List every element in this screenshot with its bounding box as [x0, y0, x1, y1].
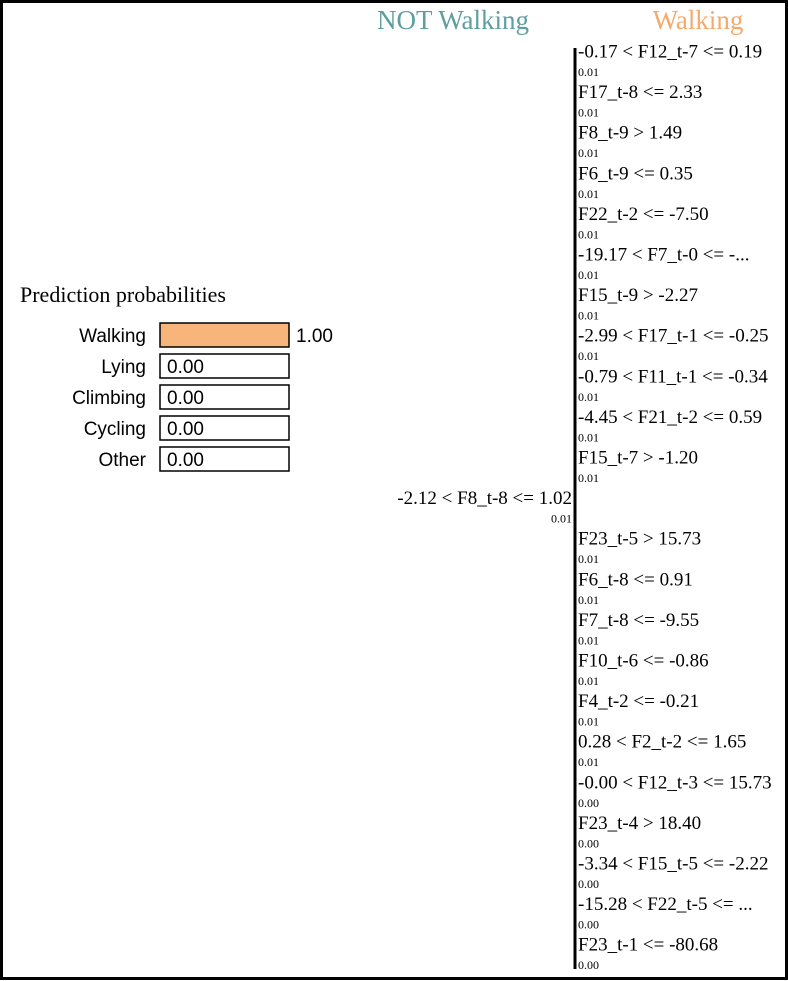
- feature-label: -15.28 < F22_t-5 <= ...: [578, 894, 753, 916]
- feature-weight: 0.01: [578, 65, 599, 79]
- feature-label: -3.34 < F15_t-5 <= -2.22: [578, 853, 769, 875]
- probability-value: 1.00: [296, 326, 333, 347]
- feature-weight: 0.01: [578, 146, 599, 161]
- probability-value: 0.00: [167, 357, 204, 378]
- feature-weight: 0.00: [578, 795, 599, 810]
- feature-label: -19.17 < F7_t-0 <= -...: [578, 244, 750, 266]
- probability-label: Lying: [101, 357, 146, 378]
- feature-weight: 0.01: [578, 633, 599, 648]
- feature-label: 0.28 < F2_t-2 <= 1.65: [578, 731, 747, 753]
- feature-label: -0.00 < F12_t-3 <= 15.73: [578, 772, 772, 794]
- feature-weight: 0.00: [578, 877, 599, 891]
- feature-weight: 0.01: [578, 592, 599, 607]
- feature-label: F15_t-7 > -1.20: [578, 447, 698, 469]
- feature-weight: 0.01: [578, 268, 599, 282]
- prediction-probabilities-bars: [72, 323, 333, 471]
- feature-label: F7_t-8 <= -9.55: [578, 609, 700, 631]
- feature-weight: 0.01: [578, 186, 599, 201]
- feature-weight: 0.01: [578, 389, 599, 404]
- feature-weight: 0.01: [578, 674, 599, 688]
- feature-label: F6_t-8 <= 0.91: [578, 569, 693, 591]
- feature-label: F23_t-1 <= -80.68: [578, 934, 719, 956]
- feature-weight: 0.00: [578, 836, 599, 851]
- feature-weight: 0.01: [578, 308, 599, 323]
- probability-bar: [160, 323, 289, 347]
- feature-label: F23_t-4 > 18.40: [578, 812, 702, 834]
- feature-weight: 0.01: [578, 755, 599, 770]
- feature-label: F17_t-8 <= 2.33: [578, 82, 703, 104]
- feature-weight: 0.00: [578, 917, 599, 932]
- feature-label: -0.79 < F11_t-1 <= -0.34: [578, 366, 768, 388]
- feature-weight: 0.01: [551, 511, 572, 526]
- feature-weight: 0.01: [578, 552, 599, 567]
- probability-value: 0.00: [167, 450, 204, 471]
- probability-label: Other: [98, 450, 146, 471]
- feature-weights: [397, 42, 771, 973]
- feature-label: -0.17 < F12_t-7 <= 0.19: [578, 41, 763, 63]
- feature-label: -2.99 < F17_t-1 <= -0.25: [578, 325, 769, 347]
- feature-label: F23_t-5 > 15.73: [578, 528, 702, 550]
- feature-label: F4_t-2 <= -0.21: [578, 691, 700, 713]
- feature-label: F6_t-9 <= 0.35: [578, 163, 693, 185]
- feature-weight: 0.01: [578, 471, 599, 485]
- probability-label: Cycling: [83, 419, 146, 440]
- negative-class-header: NOT Walking: [376, 5, 530, 35]
- positive-class-header: Walking: [652, 5, 744, 35]
- probability-value: 0.00: [167, 388, 204, 409]
- feature-weight: 0.00: [578, 958, 599, 973]
- feature-label: F22_t-2 <= -7.50: [578, 203, 709, 225]
- prediction-probabilities-title: Prediction probabilities: [20, 282, 226, 307]
- feature-label: F10_t-6 <= -0.86: [578, 650, 709, 672]
- feature-weight: 0.01: [578, 227, 599, 242]
- feature-weight: 0.01: [578, 105, 599, 120]
- probability-value: 0.00: [167, 419, 204, 440]
- probability-label: Climbing: [72, 388, 146, 409]
- feature-label: -2.12 < F8_t-8 <= 1.02: [397, 488, 572, 510]
- feature-weight: 0.01: [578, 349, 599, 364]
- feature-weight: 0.01: [578, 714, 599, 729]
- probability-label: Walking: [79, 326, 146, 347]
- feature-label: -4.45 < F21_t-2 <= 0.59: [578, 406, 763, 428]
- feature-label: F15_t-9 > -2.27: [578, 285, 698, 307]
- feature-weight: 0.01: [578, 430, 599, 445]
- feature-label: F8_t-9 > 1.49: [578, 122, 683, 144]
